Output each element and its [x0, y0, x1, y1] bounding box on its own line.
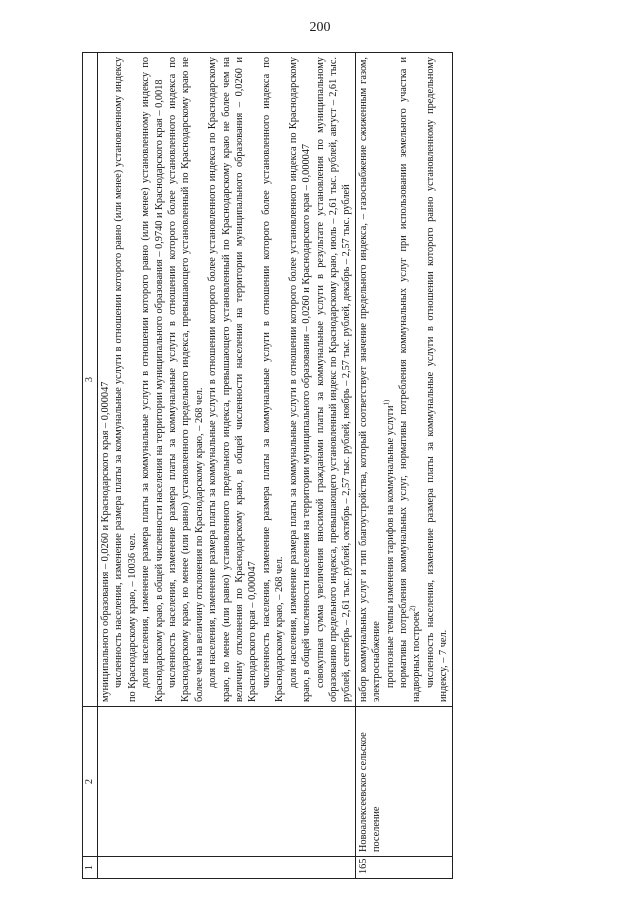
- paragraph: численность населения, изменение размера платы за коммунальные услуги в отношении которого равно установленному предельному индексу, – 7 чел.: [424, 57, 450, 702]
- table-row-continuation: [98, 53, 356, 879]
- rotated-table-container: [82, 53, 587, 879]
- paragraph: численность населения, изменение размера платы за коммунальные услуги в отношении которого более установленного индекса по Краснодарскому краю, – 268 чел.: [260, 57, 286, 702]
- footnote-mark: 1): [382, 399, 391, 406]
- header-cell-2: 2: [83, 707, 98, 857]
- header-cell-1: 1: [83, 857, 98, 879]
- settlement-indicators-table: [82, 52, 453, 879]
- footnote-mark: 2): [408, 605, 417, 612]
- page-number: 200: [309, 20, 331, 35]
- paragraph: доля населения, изменение размера платы за коммунальные услуги в отношении которого более установленного индекса по Краснодарскому краю, но менее (или равно) установленного предельного индекса, превышающего установленный по Краснодарскому краю не более чем на величину отклонения по Краснодарскому краю, в общей численности населения на территории муниципального образования – 0,0260 и Краснодарского края – 0,000047: [207, 57, 259, 702]
- header-cell-3: 3: [83, 53, 98, 707]
- row-number-cell: [98, 857, 356, 879]
- table-header-row: [83, 53, 98, 879]
- row-number-cell: 165: [355, 857, 452, 879]
- paragraph-text: прогнозные темпы изменения тарифов на коммунальные услуги: [384, 405, 396, 688]
- paragraph-text: нормативы потребления коммунальных услуг, нормативы потребления коммунальных услуг при использовании земельного участка и надворных построек: [397, 57, 423, 702]
- paragraph: [384, 57, 397, 702]
- indicators-cell: [98, 53, 356, 707]
- settlement-cell: [98, 707, 356, 857]
- paragraph: совокупная сумма увеличения вносимой гражданами платы за коммунальные услуги в результате установления по муниципальному образованию предельного индекса, превышающего установленный индекс по Краснодарскому краю, июль – 2,61 тыс. рублей, август – 2,61 тыс. рублей, сентябрь – 2,61 тыс. рублей, октябрь – 2,57 тыс. рублей, ноябрь – 2,57 тыс. рублей, декабрь – 2,57 тыс. рублей: [314, 57, 353, 702]
- paragraph: муниципального образования – 0,0260 и Краснодарского края – 0,000047: [100, 381, 111, 702]
- paragraph: [397, 57, 424, 702]
- table-row-165: [355, 53, 452, 879]
- settlement-cell: Новоалексеевское сельское поселение: [355, 707, 452, 857]
- paragraph: доля населения, изменение размера платы за коммунальные услуги в отношении которого равно (или менее) установленному индексу по Краснодарскому краю, в общей численности населения на территории муниципального образования – 0,9740 и Краснодарского края – 0,0018: [140, 57, 165, 702]
- paragraph: набор коммунальных услуг и тип благоустройства, который соответствует значение предельного индекса, – газоснабжение сжиженным газом, электроснабжение: [357, 57, 383, 702]
- indicators-cell: [355, 53, 452, 707]
- paragraph: доля населения, изменение размера платы за коммунальные услуги в отношении которого более установленного индекса по Краснодарскому краю, в общей численности населения на территории муниципального образования – 0,0260 и Краснодарского края – 0,000047: [287, 57, 313, 702]
- paragraph: численность населения, изменение размера платы за коммунальные услуги в отношении которого равно (или менее) установленному индексу по Краснодарскому краю, – 10036 чел.: [113, 57, 138, 702]
- paragraph: численность населения, изменение размера платы за коммунальные услуги в отношении которого более установленного индекса по Краснодарскому краю, но менее (или равно) установленного предельного индекса, превышающего установленный по Краснодарскому краю не более чем на величину отклонения по Краснодарскому краю, – 268 чел.: [167, 57, 205, 702]
